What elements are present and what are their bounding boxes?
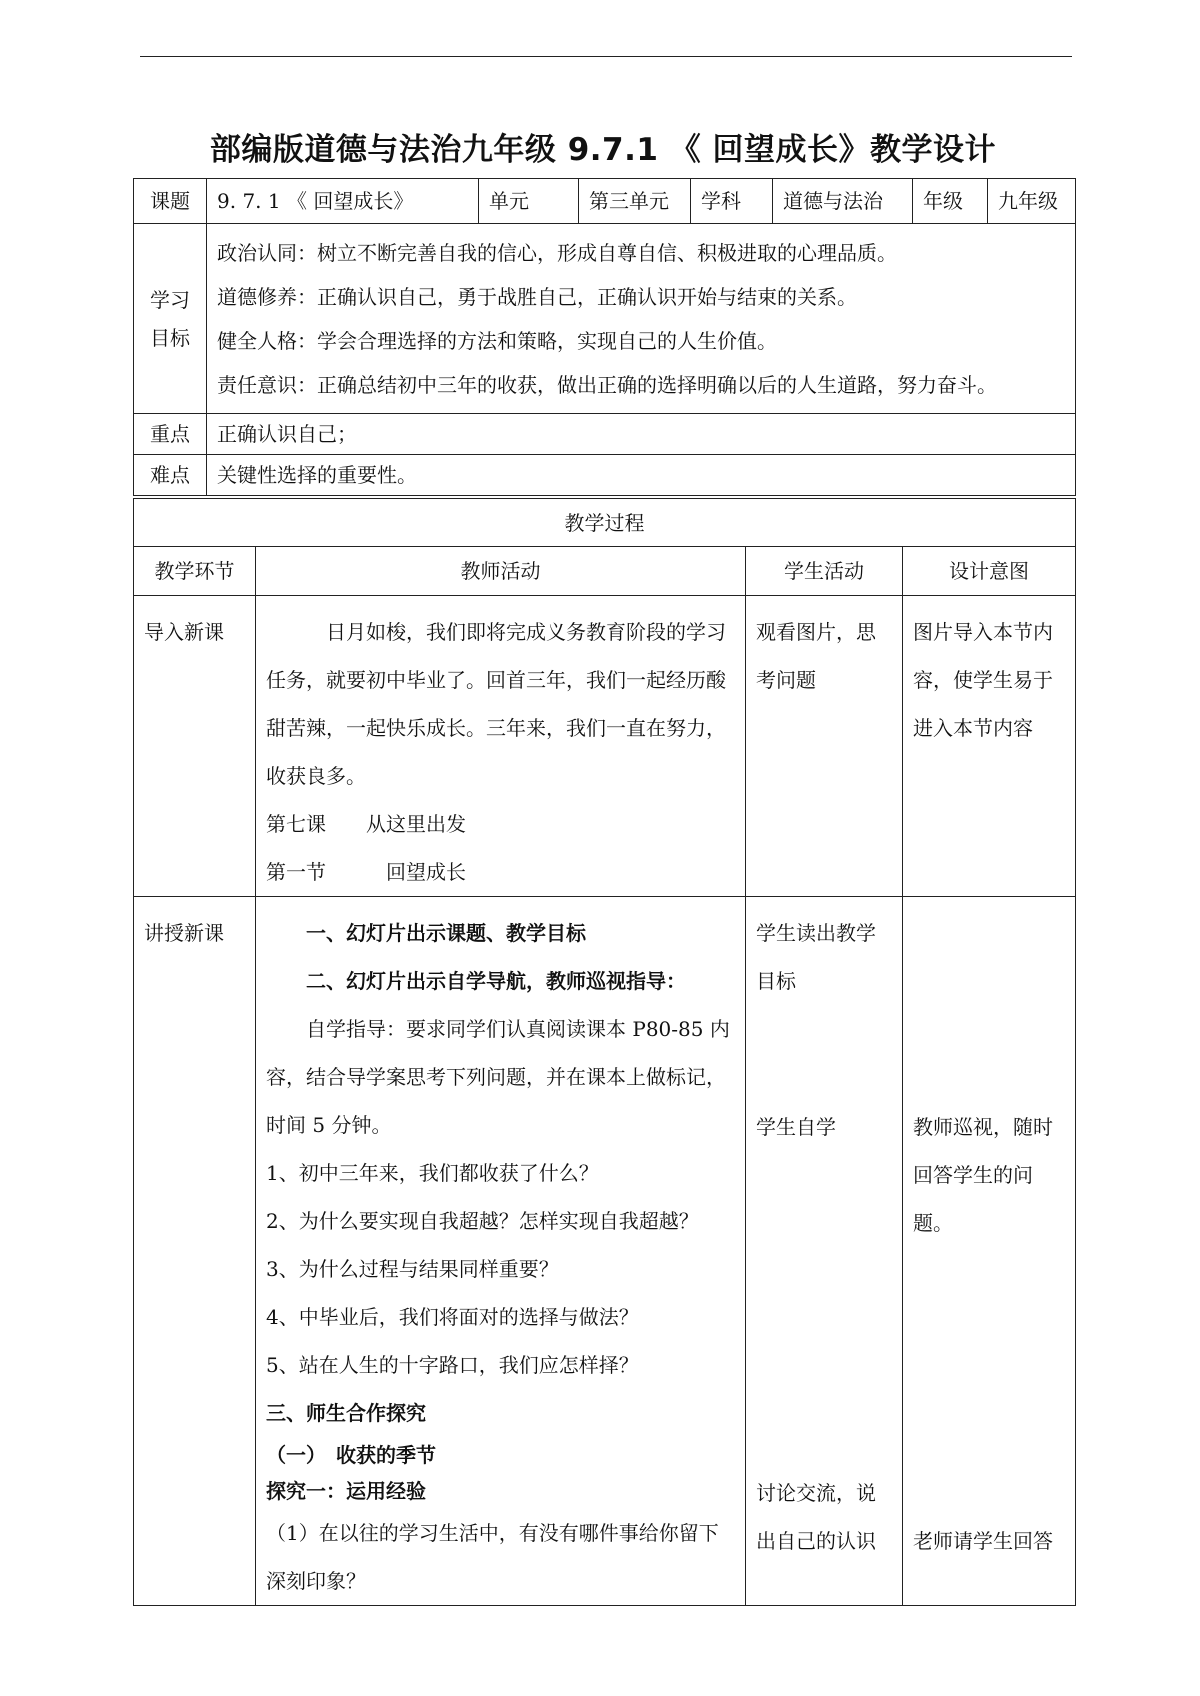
question-4: 4、中毕业后，我们将面对的选择与做法？ [266, 1305, 639, 1329]
question-3: 3、为什么过程与结果同样重要？ [266, 1257, 559, 1281]
lesson-info-table [133, 178, 1076, 496]
header-design-intent: 设计意图 [903, 547, 1076, 596]
topic-value: 9. 7. 1 《 回望成长》 [207, 179, 479, 224]
question-5: 5、站在人生的十字路口，我们应怎样择？ [266, 1353, 639, 1377]
grade-label: 年级 [913, 179, 988, 224]
difficulty-label: 难点 [134, 455, 207, 496]
process-title: 教学过程 [134, 499, 1076, 547]
subject-label: 学科 [691, 179, 773, 224]
key-point-label: 重点 [134, 414, 207, 455]
intro-teacher-activity [256, 596, 746, 897]
stage-new-lesson: 讲授新课 [134, 897, 256, 1606]
self-study-guide: 自学指导：要求同学们认真阅读课本 P80-85 内容，结合导学案思考下列问题，并在课本上做标记，时间 5 分钟。 [266, 1017, 730, 1137]
section-line: 第一节 回望成长 [266, 860, 466, 884]
new-student-activity [746, 897, 903, 1606]
header-student-activity: 学生活动 [746, 547, 903, 596]
intro-student-activity: 观看图片，思考问题 [746, 596, 903, 897]
student-self-study: 学生自学 [756, 1115, 836, 1139]
unit-label: 单元 [479, 179, 579, 224]
header-stage: 教学环节 [134, 547, 256, 596]
header-rule [140, 56, 1072, 57]
topic-label: 课题 [134, 179, 207, 224]
key-point-value: 正确认识自己； [207, 414, 1076, 455]
intro-design-intent: 图片导入本节内容，使学生易于进入本节内容 [903, 596, 1076, 897]
new-design-intent [903, 897, 1076, 1606]
question-2: 2、为什么要实现自我超越？怎样实现自我超越？ [266, 1209, 699, 1233]
intro-paragraph: 日月如梭，我们即将完成义务教育阶段的学习任务，就要初中毕业了。回首三年，我们一起经历酸甜苦辣，一起快乐成长。三年来，我们一直在努力，收获良多。 [266, 620, 726, 788]
objective-responsibility: 责任意识：正确总结初中三年的收获，做出正确的选择明确以后的人生道路，努力奋斗。 [217, 372, 997, 397]
student-discussion: 讨论交流，说出自己的认识 [756, 1481, 876, 1553]
question-1: 1、初中三年来，我们都收获了什么？ [266, 1161, 599, 1185]
step-3: 三、师生合作探究 [266, 1401, 426, 1425]
objective-personality: 健全人格：学会合理选择的方法和策略，实现自己的人生价值。 [217, 328, 777, 353]
inquiry-1-heading: 探究一：运用经验 [266, 1479, 426, 1503]
intent-patrol: 教师巡视，随时回答学生的问题。 [913, 1115, 1053, 1235]
new-teacher-activity [256, 897, 746, 1606]
teaching-process-table [133, 498, 1076, 1606]
stage-intro: 导入新课 [134, 596, 256, 897]
student-read-objectives: 学生读出教学目标 [756, 921, 876, 993]
inquiry-1-question: （1）在以往的学习生活中，有没有哪件事给你留下深刻印象？ [266, 1521, 719, 1593]
harvest-season-heading: （一） 收获的季节 [266, 1443, 436, 1467]
objective-moral: 道德修养：正确认识自己，勇于战胜自己，正确认识开始与结束的关系。 [217, 284, 857, 309]
header-teacher-activity: 教师活动 [256, 547, 746, 596]
step-1: 一、幻灯片出示课题、教学目标 [306, 921, 586, 945]
objectives-list [207, 224, 1076, 414]
objectives-label: 学习目标 [134, 224, 207, 414]
lesson-line: 第七课 从这里出发 [266, 812, 466, 836]
step-2: 二、幻灯片出示自学导航，教师巡视指导： [306, 969, 686, 993]
grade-value: 九年级 [988, 179, 1076, 224]
difficulty-value: 关键性选择的重要性。 [207, 455, 1076, 496]
unit-value: 第三单元 [579, 179, 691, 224]
document-title: 部编版道德与法治九年级 9.7.1 《 回望成长》教学设计 [209, 132, 997, 168]
objective-political: 政治认同：树立不断完善自我的信心，形成自尊自信、积极进取的心理品质。 [217, 240, 897, 265]
intent-answer: 老师请学生回答 [913, 1529, 1053, 1553]
subject-value: 道德与法治 [773, 179, 913, 224]
